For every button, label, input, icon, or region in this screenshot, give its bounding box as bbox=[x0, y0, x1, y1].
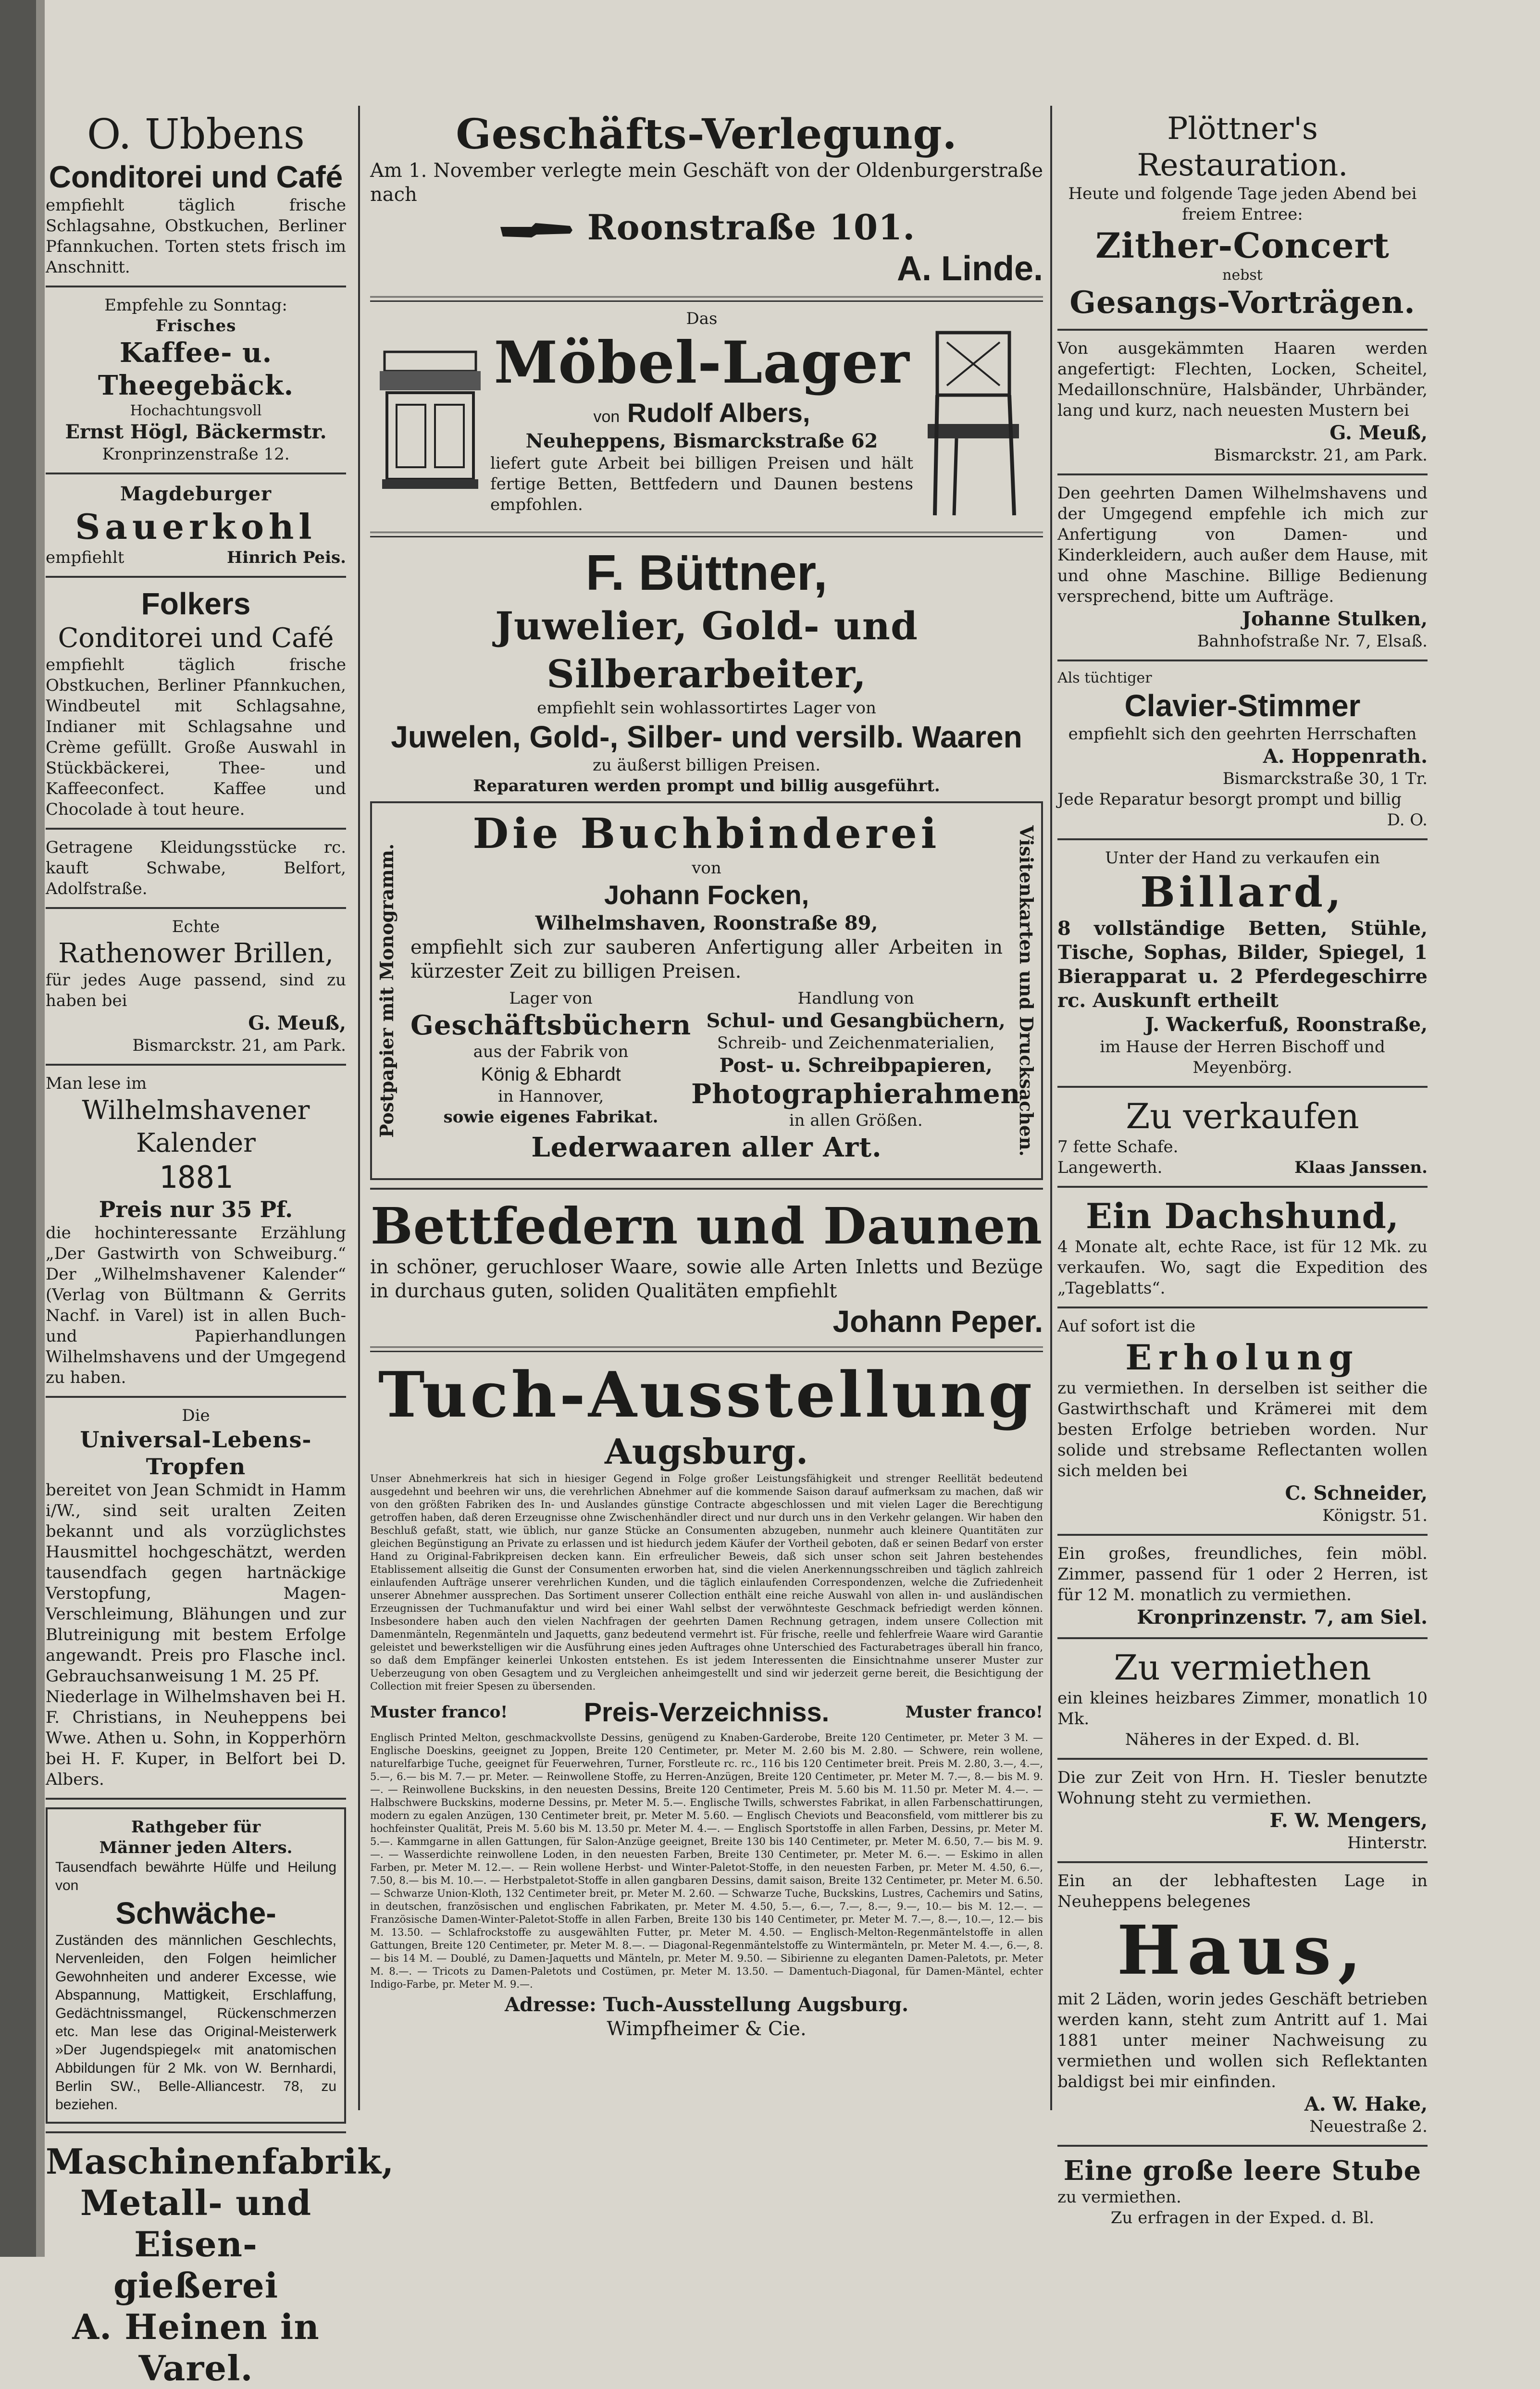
stulken-addr: Bahnhofstraße Nr. 7, Elsaß. bbox=[1197, 632, 1428, 651]
right-top: Handlung von bbox=[797, 989, 914, 1008]
ad-bettfedern bbox=[370, 1197, 1043, 1340]
right-text3: in allen Größen. bbox=[789, 1111, 923, 1130]
ad-kalender bbox=[46, 1073, 346, 1388]
tuch-list: Englisch Printed Melton, geschmackvollste Dessins, genügend zu Knaben-Garderobe, Breite 120 Centimeter, pr. Meter 3 M. — Englische Doeskins, geeignet zu Joppen, Breite 120 Centimeter, pr. Meter M. 2.60 bis M. 2.80. — Schwere, rein wollene, naturelfarbige Tuche, geeignet für Feuerwehren, Turner, Forstleute rc. rc., 116 bis 120 Centimeter breit. Preis M. 2.80, 3.—, 4.—, 5.—, 6.— bis M. 7.— pr. Meter. — Reinwollene Stoffe, zu Herren-Anzügen, Breite 120 Centimeter, pr. Meter M. 7.—, 8.— bis M. 9.—. — Reinwollene Buckskins, in den neuesten Dessins, Breite 120 Centimeter, Preis M. 5.60 bis M. 11.50 pr. Meter M. 4.—. — Halbschwere Buckskins, moderne Dessins, pr. Meter M. 5.—. Englische Twills, schwerstes Fabrikat, in allen Farbenschattirungen, modern zu egalen Anzügen, 130 Centimeter breit, pr. Meter M. 5.60. — Englisch Cheviots und Beaconsfield, vom mittlerer bis zu hochfeinster Qualität, Preis M. 5.60 bis M. 13.50 pr. Meter M. 4.—. — Englisch Sportstoffe in allen Farben, Dessins, pr. Meter M. 5.—. Kammgarne in allen Gattungen, für Salon-Anzüge geeignet, Breite 130 bis 140 Centimeter, pr. Meter M. 6.50, 7.— bis M. 9.—. — Wasserdichte reinwollene Loden, in den neuesten Farben, Breite 130 Centimeter, pr. Meter M. 6.—. — Eskimo in allen Farben, pr. Meter M. 12.—. — Rein wollene Herbst- und Winter-Paletot-Stoffe, in den neuesten Farben, pr. Meter M. 4.50, 6.—, 7.50, 8.— bis M. 10.—. — Herbstpaletot-Stoffe in allen gangbaren Dessins, damit saison, Breite 132 Centimeter, pr. Meter M. 6.50. — Schwarze Union-Kloth, 132 Centimeter breit, pr. Meter M. 2.60. — Schwarze Tuche, Buckskins, Lustres, Cachemirs und Satins, in deutschen, französischen und englischen Fabrikaten, pr. Meter M. 4.50, 5.—, 6.—, 7.—, 8.—, 9.—, 10.— bis M. 12.—. — Französische Damen-Winter-Paletot-Stoffe in allen Farben, Breite 130 bis 140 Centimeter, pr. Meter M. 7.—, 8.—, 10.—, 12.— bis M. 13.50. — Schlafrockstoffe zu ausgewählten Futter, pr. Meter M. 4.50. — Englisch-Melton-Regenmäntelstoffe in allen Gattungen, Breite 120 Centimeter, pr. Meter M. 8.—. — Diagonal-Regenmäntelstoffe zu Wintermänteln, pr. Meter M. 4.—, 6.—, 8.— bis 14 M. — Doublé, zu Damen-Jaquetts und Mänteln, pr. Meter M. 9.50. — Sibirienne zu eleganten Damen-Paletots, pr. Meter M. 8.—. — Tricots zu Damen-Paletots und Costümen, pr. Meter M. 13.50. — Damentuch-Diagonal, für Damen-Mäntel, echter Indigo-Farbe, pr. Meter M. 9.—. bbox=[370, 1732, 1043, 1990]
ad-billard bbox=[1057, 848, 1428, 1078]
buchbinderei-text: empfiehlt sich zur sauberen Anfertigung aller Arbeiten in kürzester Zeit zu billigen Preisen. bbox=[410, 936, 1003, 983]
stube-text2: Zu erfragen in der Exped. d. Bl. bbox=[1110, 2208, 1375, 2227]
column-rule-left bbox=[358, 106, 360, 2110]
divider bbox=[1057, 1186, 1428, 1188]
stulken-name: Johanne Stulken, bbox=[1242, 608, 1428, 630]
left-top: Lager von bbox=[509, 989, 593, 1008]
buchbinderei-name: Johann Focken, bbox=[604, 880, 809, 910]
rathgeber-line2: Männer jeden Alters. bbox=[99, 1838, 293, 1857]
rathgeber-line3: Tausendfach bewährte Hülfe und Heilung von bbox=[55, 1859, 336, 1893]
right-text: Schreib- und Zeichenmaterialien, bbox=[717, 1033, 995, 1053]
erholung-line1: Auf sofort ist die bbox=[1057, 1317, 1196, 1336]
tuch-price-head: Preis-Verzeichniss. bbox=[584, 1697, 830, 1727]
buettner-name: F. Büttner, bbox=[585, 545, 828, 601]
hoegl-headline: Kaffee- u. Theegebäck. bbox=[98, 337, 294, 401]
kalender-text: die hochinteressante Erzählung „Der Gastwirth von Schweiburg.“ Der „Wilhelmshavener Kalender“ (Verlag von Bültmann & Gerrits Nachf. in Varel) ist in allen Buch- und Papierhandlungen Wilhelmshavens und der Umgegend zu haben. bbox=[46, 1223, 346, 1387]
buchbinderei-addr: Wilhelmshaven, Roonstraße 89, bbox=[535, 912, 878, 934]
stulken-text: Den geehrten Damen Wilhelmshavens und der Umgegend empfehle ich mich zur Anfertigung von Damen- und Kinderkleidern, auch außer dem Hause, mit und ohne Maschine. Billige Bedienung versprechend, bitte um Aufträge. bbox=[1057, 484, 1428, 606]
left-text: aus der Fabrik von bbox=[473, 1042, 629, 1061]
ad-sauerkohl bbox=[46, 482, 346, 568]
sauerkohl-headline: Sauerkohl bbox=[75, 506, 317, 547]
buchbinderei-headline: Die Buchbinderei bbox=[472, 809, 941, 858]
page-edge bbox=[36, 0, 45, 2257]
clavier-sign: D. O. bbox=[1387, 810, 1428, 830]
erholung-addr: Königstr. 51. bbox=[1322, 1506, 1428, 1525]
buchbinderei-bottom: Lederwaaren aller Art. bbox=[531, 1132, 882, 1163]
buettner-goods: Juwelen, Gold-, Silber- und versilb. Waaren bbox=[391, 720, 1022, 754]
verlegung-text: Am 1. November verlegte mein Geschäft von der Oldenburgerstraße nach bbox=[370, 160, 1043, 206]
billard-line1: Unter der Hand zu verkaufen ein bbox=[1105, 848, 1380, 868]
folkers-title: Conditorei und Café bbox=[58, 622, 334, 654]
ad-tiesler bbox=[1057, 1767, 1428, 1854]
verkaufen-right: Klaas Janssen. bbox=[1294, 1158, 1428, 1177]
tropfen-headline: Universal-Lebens-Tropfen bbox=[80, 1427, 312, 1480]
divider bbox=[1057, 1534, 1428, 1536]
tuch-firm: Wimpfheimer & Cie. bbox=[607, 2018, 807, 2040]
divider bbox=[1057, 473, 1428, 475]
ploettner-headline: Plöttner's Restauration. bbox=[1137, 111, 1348, 183]
maschinen-line4: A. Heinen in Varel. bbox=[72, 2306, 320, 2389]
brillen-name: G. Meuß, bbox=[248, 1012, 346, 1034]
divider bbox=[46, 907, 346, 909]
column-middle bbox=[370, 111, 1043, 2041]
ad-dachshund bbox=[1057, 1195, 1428, 1299]
ad-haare bbox=[1057, 338, 1428, 466]
folkers-text: empfiehlt täglich frische Obstkuchen, Berliner Pfannkuchen, Windbeutel mit Schlagsahne, Indianer mit Schlagsahne und Crème gefüllt. Große Auswahl in Stückbäckerei, Thee- und Kaffeeconfect. Kaffee und Chocolade à tout heure. bbox=[46, 655, 346, 819]
verlegung-headline: Geschäfts-Verlegung. bbox=[456, 110, 957, 159]
ad-erholung bbox=[1057, 1316, 1428, 1526]
verkaufen-footer bbox=[1057, 1157, 1428, 1178]
right-head: Schul- und Gesangbüchern, bbox=[706, 1009, 1006, 1032]
divider bbox=[370, 296, 1043, 302]
verkaufen-headline: Zu verkaufen bbox=[1126, 1096, 1359, 1136]
rathgeber-headline: Schwäche- bbox=[115, 1896, 276, 1930]
haus-addr: Neuestraße 2. bbox=[1309, 2117, 1428, 2136]
buchbinderei-side-right: Visitenkarten und Drucksachen. bbox=[1016, 825, 1037, 1157]
ad-ubbens bbox=[46, 111, 346, 278]
moebel-headline: Möbel-Lager bbox=[494, 329, 910, 397]
tuch-muster-left: Muster franco! bbox=[370, 1702, 508, 1722]
sauerkohl-line1: Magdeburger bbox=[120, 483, 272, 505]
ad-stulken bbox=[1057, 483, 1428, 652]
maschinen-line1: Maschinenfabrik, bbox=[46, 2141, 395, 2182]
left-city: in Hannover, bbox=[497, 1087, 604, 1106]
verlegung-street-row bbox=[370, 207, 1043, 248]
buettner-repair: Reparaturen werden prompt und billig ausgeführt. bbox=[473, 776, 940, 796]
verkaufen-left: Langewerth. bbox=[1057, 1158, 1163, 1177]
haus-text: mit 2 Läden, worin jedes Geschäft betrieben werden kann, steht zum Antritt auf 1. Mai 1881 unter meiner Nachweisung zu vermiethen und wollen sich Reflektanten baldigst bei mir einfinden. bbox=[1057, 1990, 1428, 2091]
tropfen-text: bereitet von Jean Schmidt in Hamm i/W., sind seit uralten Zeiten bekannt und als vorzüglichstes Hausmittel hochgeschätzt, werden tausendfach gegen hartnäckige Verstopfung, Magen-Verschleimung, Blähungen und zur Blutreinigung mit bestem Erfolge angewandt. Preis pro Flasche incl. Gebrauchsanweisung 1 M. 25 Pf. bbox=[46, 1481, 346, 1686]
tiesler-name: F. W. Mengers, bbox=[1269, 1809, 1428, 1832]
ubbens-title: Conditorei und Café bbox=[49, 160, 343, 194]
moebel-text: liefert gute Arbeit bei billigen Preisen und hält fertige Betten, Bettfedern und Daunen bestens empfohlen. bbox=[490, 454, 913, 514]
moebel-addr: Neuheppens, Bismarckstraße 62 bbox=[525, 430, 878, 452]
billard-headline: Billard, bbox=[1140, 868, 1345, 917]
ad-kleider: Getragene Kleidungsstücke rc. kauft Schwabe, Belfort, Adolfstraße. bbox=[46, 838, 346, 898]
buchbinderei-columns bbox=[410, 988, 1021, 1131]
divider bbox=[370, 532, 1043, 537]
haus-headline: Haus, bbox=[1117, 1911, 1368, 1990]
divider bbox=[46, 286, 346, 287]
tuch-headline: Tuch-Ausstellung bbox=[378, 1358, 1035, 1431]
verlegung-name: A. Linde. bbox=[897, 249, 1043, 288]
pointing-hand-icon bbox=[498, 218, 575, 242]
chair-icon bbox=[918, 328, 1029, 520]
binding-gutter bbox=[0, 0, 36, 2257]
divider bbox=[46, 2131, 346, 2133]
ad-verkaufen bbox=[1057, 1095, 1428, 1178]
brillen-text: für jedes Auge passend, sind zu haben bei bbox=[46, 971, 346, 1010]
divider bbox=[370, 1346, 1043, 1352]
ad-maschinenfabrik bbox=[46, 2141, 395, 2389]
erholung-name: C. Schneider, bbox=[1285, 1482, 1428, 1505]
ubbens-name: O. Ubbens bbox=[87, 111, 305, 159]
vermiethen-headline: Zu vermiethen bbox=[1114, 1647, 1371, 1688]
ubbens-text: empfiehlt täglich frische Schlagsahne, Obstkuchen, Berliner Pfannkuchen. Torten stets frisch im Anschnitt. bbox=[46, 196, 346, 277]
erholung-headline: Erholung bbox=[1125, 1337, 1360, 1378]
ad-moebel bbox=[370, 309, 1043, 525]
sauerkohl-right: Hinrich Peis. bbox=[226, 548, 346, 567]
divider bbox=[1057, 1637, 1428, 1639]
clavier-headline: Clavier-Stimmer bbox=[1124, 688, 1361, 723]
verkaufen-text: 7 fette Schafe. bbox=[1057, 1137, 1179, 1157]
divider bbox=[1057, 1086, 1428, 1088]
ad-clavier bbox=[1057, 669, 1428, 831]
ad-brillen bbox=[46, 917, 346, 1056]
brillen-line1: Echte bbox=[172, 917, 220, 936]
divider bbox=[1057, 2145, 1428, 2147]
haare-addr: Bismarckstr. 21, am Park. bbox=[1214, 446, 1428, 465]
buettner-text: empfiehlt sein wohlassortirtes Lager von bbox=[537, 698, 876, 718]
verlegung-street: Roonstraße 101. bbox=[587, 207, 916, 248]
dachshund-text: 4 Monate alt, echte Race, ist für 12 Mk. zu verkaufen. Wo, sagt die Expedition des „Tageblatts“. bbox=[1057, 1237, 1428, 1298]
buettner-price: zu äußerst billigen Preisen. bbox=[592, 756, 821, 775]
haus-name: A. W. Hake, bbox=[1304, 2093, 1428, 2115]
maschinen-line2: Metall- und Eisen- bbox=[80, 2182, 312, 2265]
ad-buchbinderei bbox=[370, 801, 1043, 1180]
zimmer-addr: Kronprinzenstr. 7, am Siel. bbox=[1137, 1606, 1428, 1629]
vermiethen-text: ein kleines heizbares Zimmer, monatlich 10 Mk. bbox=[1057, 1689, 1428, 1729]
haare-name: G. Meuß, bbox=[1329, 422, 1428, 444]
clavier-line1: Als tüchtiger bbox=[1057, 670, 1152, 686]
cabinet-icon bbox=[375, 347, 485, 491]
ad-rathgeber bbox=[46, 1807, 346, 2124]
divider bbox=[370, 1188, 1043, 1190]
ad-ploettner bbox=[1057, 111, 1428, 321]
ad-hoegl bbox=[46, 295, 346, 465]
kalender-line1: Man lese im bbox=[46, 1074, 147, 1093]
hoegl-name: Ernst Högl, Bäckermstr. bbox=[65, 421, 327, 443]
billard-text: 8 vollständige Betten, Stühle, Tische, Sophas, Bilder, Spiegel, 1 Bierapparat u. 2 Pferdegeschirre rc. Auskunft ertheilt bbox=[1057, 917, 1428, 1012]
buchbinderei-von: von bbox=[692, 859, 721, 878]
ploettner-text: Heute und folgende Tage jeden Abend bei freiem Entree: bbox=[1068, 184, 1417, 224]
moebel-von: von bbox=[593, 408, 620, 426]
hoegl-line2: Frisches bbox=[155, 316, 236, 336]
tuch-muster-right: Muster franco! bbox=[905, 1702, 1043, 1722]
clavier-text: empfiehlt sich den geehrten Herrschaften bbox=[1068, 724, 1417, 744]
haare-text: Von ausgekämmten Haaren werden angefertigt: Flechten, Locken, Scheitel, Medaillonschnüre, Halsbänder, Uhrbänder, lang und kurz, nach neuesten Mustern bei bbox=[1057, 339, 1428, 420]
stube-text: zu vermiethen. bbox=[1057, 2188, 1181, 2207]
rathgeber-line1: Rathgeber für bbox=[131, 1817, 261, 1837]
hoegl-line3: Hochachtungsvoll bbox=[130, 402, 262, 419]
divider bbox=[46, 1064, 346, 1066]
clavier-addr: Bismarckstraße 30, 1 Tr. bbox=[1222, 769, 1428, 788]
sauerkohl-left: empfiehlt bbox=[46, 548, 124, 567]
tiesler-addr: Hinterstr. bbox=[1347, 1833, 1428, 1853]
dachshund-headline: Ein Dachshund, bbox=[1086, 1195, 1399, 1236]
bettfedern-headline: Bettfedern und Daunen bbox=[370, 1196, 1043, 1256]
ploettner-nebst: nebst bbox=[1222, 267, 1263, 284]
divider bbox=[1057, 659, 1428, 661]
divider bbox=[46, 473, 346, 474]
hoegl-line1: Empfehle zu Sonntag: bbox=[104, 296, 287, 315]
clavier-name: A. Hoppenrath. bbox=[1263, 745, 1428, 768]
tuch-intro: Unser Abnehmerkreis hat sich in hiesiger Gegend in Folge großer Leistungsfähigkeit und strenger Reellität bedeutend ausgedehnt und beehren wir uns, die verehrlichen Abnehmer auf die kommende Saison darauf aufmerksam zu machen, daß wir von den größten Fabriken des In- und Auslandes günstige Contracte abgeschlossen und mit vielen Lager die Berechtigung getroffen haben, daß deren Erzeugnisse ohne Zwischenhändler direct und nur durch uns in den Verkehr gelangen. Wir haben den Beschluß gefaßt, statt, wie üblich, nur ganze Stücke an Consumenten abzugeben, nunmehr auch kleinere Quantitäten zur gleichen Begünstigung an Private zu erlassen und ist hiedurch jedem Käufer der Vortheil geboten, daß er seinen Bedarf von erster Hand zu Original-Fabrikpreisen decken kann. Ein erfreulicher Beweis, daß sich unser schon seit Jahren bestehendes Etablissement allseitig die Gunst der Consumenten erworben hat, sind die vielen Anerkennungsschreiben und täglich zahlreich einlaufenden Aufträge unserer verehrlichen Kunden, und die täglich einlaufenden Correspondenzen, welche die Zufriedenheit unserer Abnehmer aussprechen. Das Sortiment unserer Collection enthält eine reiche Auswahl von allen in- und ausländischen Erzeugnissen der Tuchmanufaktur und wird bei einer Wahl selbst der verwöhnteste Geschmack befriedigt werden können. Insbesondere haben auch den vielen Nachfragen der geehrten Damen Rechnung getragen, indem unsere Collection mit Damenmänteln, Regenmänteln und Jaquetts, ganz bedeutend vermehrt ist. Für frische, reelle und fehlerfreie Waare wird Garantie geleistet und bewerkstelligen wir die Ausführung eines jeden Auftrages ohne Unterschied des Facturabetrages überall hin franco, so daß dem Empfänger keinerlei Unkosten entstehen. Es ist jedem Interessenten die Einsichtnahme unserer Muster zur Ueberzeugung von oben Gesagtem und zu Vergleichen anheimgestellt und sind wir jederzeit gerne bereit, die Besichtigung der Collection mit freier Spesen zu übersenden. bbox=[370, 1473, 1043, 1692]
maschinen-line3: gießerei bbox=[113, 2265, 279, 2306]
ad-vermiethen bbox=[1057, 1647, 1428, 1750]
brillen-addr: Bismarckstr. 21, am Park. bbox=[132, 1036, 346, 1055]
ad-verlegung bbox=[370, 111, 1043, 289]
tropfen-text2: Niederlage in Wilhelmshaven bei H. F. Christians, in Neuheppens bei Wwe. Athen u. Sohn, in Kopperhörn bei H. F. Kuper, in Belfort bei D. Albers. bbox=[46, 1687, 346, 1789]
bettfedern-name: Johann Peper. bbox=[832, 1304, 1043, 1339]
vermiethen-text2: Näheres in der Exped. d. Bl. bbox=[1125, 1730, 1360, 1749]
tuch-city: Augsburg. bbox=[604, 1431, 809, 1472]
billard-text2: im Hause der Herren Bischoff und Meyenbörg. bbox=[1100, 1037, 1385, 1077]
ploettner-concert: Zither-Concert bbox=[1095, 225, 1390, 266]
haus-line1: Ein an der lebhaftesten Lage in Neuheppens belegenes bbox=[1057, 1871, 1428, 1911]
tiesler-text: Die zur Zeit von Hrn. H. Tiesler benutzte Wohnung steht zu vermiethen. bbox=[1057, 1768, 1428, 1808]
right-head2: Photographierahmen bbox=[691, 1078, 1021, 1110]
column-right bbox=[1057, 111, 1428, 2228]
divider bbox=[46, 576, 346, 578]
ploettner-vortraege: Gesangs-Vorträgen. bbox=[1069, 285, 1416, 321]
moebel-name-row bbox=[490, 397, 913, 429]
billard-name: J. Wackerfuß, Roonstraße, bbox=[1145, 1013, 1428, 1036]
sauerkohl-footer bbox=[46, 547, 346, 568]
kalender-headline: Wilhelmshavener Kalender bbox=[82, 1095, 310, 1158]
divider bbox=[1057, 1306, 1428, 1308]
left-name: König & Ebhardt bbox=[481, 1064, 621, 1085]
divider bbox=[46, 828, 346, 830]
ad-stube bbox=[1057, 2154, 1428, 2228]
left-head: Geschäftsbüchern bbox=[410, 1009, 692, 1041]
left-extra: sowie eigenes Fabrikat. bbox=[443, 1107, 658, 1127]
ad-haus bbox=[1057, 1871, 1428, 2137]
erholung-text: zu vermiethen. In derselben ist seither die Gastwirthschaft und Krämerei mit dem besten Erfolge betrieben worden. Nur solide und strebsame Reflectanten wollen sich melden bei bbox=[1057, 1379, 1428, 1481]
buchbinderei-right bbox=[691, 988, 1020, 1131]
kalender-price: Preis nur 35 Pf. bbox=[99, 1196, 293, 1222]
buchbinderei-side-left: Postpapier mit Monogramm. bbox=[376, 843, 397, 1138]
brillen-headline: Rathenower Brillen, bbox=[58, 938, 334, 969]
tropfen-line1: Die bbox=[182, 1406, 210, 1425]
ad-folkers bbox=[46, 585, 346, 820]
buettner-title: Juwelier, Gold- und Silberarbeiter, bbox=[495, 603, 918, 697]
right-text2: Post- u. Schreibpapieren, bbox=[719, 1054, 993, 1077]
tuch-address: Adresse: Tuch-Ausstellung Augsburg. bbox=[504, 1993, 909, 2016]
ad-tropfen bbox=[46, 1406, 346, 1790]
divider bbox=[1057, 1861, 1428, 1863]
zimmer-text: Ein großes, freundliches, fein möbl. Zimmer, passend für 1 oder 2 Herren, ist für 12 M. monatlich zu vermiethen. bbox=[1057, 1544, 1428, 1605]
divider bbox=[46, 1798, 346, 1800]
divider bbox=[1057, 1758, 1428, 1760]
divider bbox=[1057, 838, 1428, 840]
divider bbox=[1057, 329, 1428, 331]
bettfedern-text: in schöner, geruchloser Waare, sowie alle Arten Inletts und Bezüge in durchaus guten, soliden Qualitäten empfiehlt bbox=[370, 1256, 1043, 1302]
ad-tuch-ausstellung bbox=[370, 1359, 1043, 2041]
ad-zimmer bbox=[1057, 1543, 1428, 1630]
moebel-name: Rudolf Albers, bbox=[627, 398, 810, 428]
divider bbox=[46, 1396, 346, 1398]
moebel-pre: Das bbox=[686, 309, 718, 328]
folkers-name: Folkers bbox=[141, 586, 251, 621]
hoegl-addr: Kronprinzenstraße 12. bbox=[102, 445, 290, 464]
ad-buettner bbox=[370, 544, 1043, 796]
kalender-year: 1881 bbox=[159, 1160, 233, 1195]
clavier-text2: Jede Reparatur besorgt prompt und billig bbox=[1057, 790, 1402, 809]
column-rule-right bbox=[1050, 106, 1052, 2110]
tuch-price-header bbox=[370, 1696, 1043, 1729]
buchbinderei-left bbox=[410, 988, 691, 1131]
stube-headline: Eine große leere Stube bbox=[1063, 2155, 1422, 2187]
rathgeber-text: Zuständen des männlichen Geschlechts, Nervenleiden, den Folgen heimlicher Gewohnheiten und anderer Excesse, wie Abspannung, Mattigkeit, Erschlaffung, Gedächtnissmangel, Rückenschmerzen etc. Man lese das Original-Meisterwerk »Der Jugendspiegel« mit anatomischen Abbildungen für 2 Mk. von W. Bernhardi, Berlin SW., Belle-Alliancestr. 78, zu beziehen. bbox=[55, 1932, 336, 2113]
